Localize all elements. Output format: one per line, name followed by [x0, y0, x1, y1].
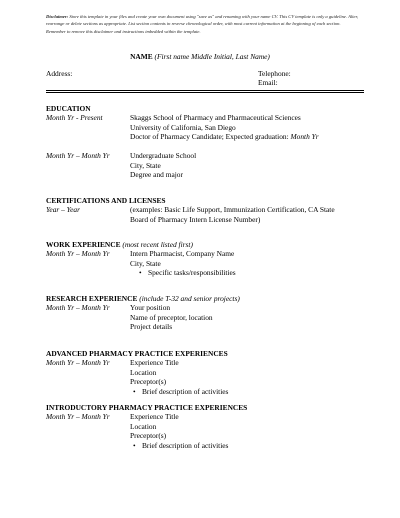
education-university: University of California, San Diego: [130, 122, 236, 132]
work-location: City, State: [130, 258, 161, 268]
appe-heading: ADVANCED PHARMACY PRACTICE EXPERIENCES: [46, 349, 228, 358]
education-date-2: Month Yr – Month Yr: [46, 151, 110, 160]
certifications-heading: CERTIFICATIONS AND LICENSES: [46, 196, 166, 205]
disclaimer-text: Store this template in your files and create your own document using "save as" and renaming with your name CV. This CV template is only a guideline. Alter, rearrange or delete sections as appropriate. List section contents in reverse chronological order, with most current information at the beginning of each section. Remember to remove this disclaimer and instructions imbedded within the template.: [46, 14, 359, 34]
header-divider-second: [46, 92, 364, 93]
work-heading-note: (most recent listed first): [122, 240, 193, 249]
ippe-bullet: • Brief description of activities: [130, 441, 228, 451]
research-preceptor: Name of preceptor, location: [130, 312, 213, 322]
certifications-date: Year – Year: [46, 205, 80, 214]
disclaimer: [46, 13, 358, 35]
email-label: Email:: [258, 78, 278, 87]
appe-preceptor: Preceptor(s): [130, 377, 167, 386]
education-degree-text: Doctor of Pharmacy Candidate; Expected graduation:: [130, 132, 291, 141]
undergrad-location: City, State: [130, 160, 161, 170]
ippe-title: Experience Title: [130, 412, 179, 421]
ippe-date: Month Yr – Month Yr: [46, 412, 110, 421]
appe-location: Location: [130, 367, 157, 377]
ippe-entry: [130, 412, 228, 450]
work-entry: [130, 249, 236, 278]
appe-title: Experience Title: [130, 358, 179, 367]
appe-bullet: • Brief description of activities: [130, 387, 228, 397]
address-label: Address:: [46, 69, 73, 78]
education-school: Skaggs School of Pharmacy and Pharmaceutical Sciences: [130, 113, 301, 122]
education-heading: EDUCATION: [46, 104, 91, 113]
appe-entry: [130, 358, 228, 396]
certifications-entry: [130, 205, 335, 224]
research-date: Month Yr – Month Yr: [46, 303, 110, 312]
ippe-location: Location: [130, 421, 157, 431]
disclaimer-label: Disclaimer:: [46, 14, 69, 19]
certifications-line-2: Board of Pharmacy Intern License Number): [130, 214, 261, 224]
undergrad-degree: Degree and major: [130, 170, 183, 179]
research-heading-note: (include T-32 and senior projects): [139, 294, 240, 303]
education-date-1: Month Yr - Present: [46, 113, 103, 122]
research-entry: [130, 303, 213, 332]
education-graduation-date: Month Yr: [290, 132, 319, 141]
certifications-line-1: (examples: Basic Life Support, Immunization Certification, CA State: [130, 205, 335, 214]
ippe-heading: INTRODUCTORY PHARMACY PRACTICE EXPERIENCES: [46, 403, 248, 412]
research-heading: [46, 294, 240, 303]
education-degree: [130, 132, 319, 142]
education-entry-2: [130, 151, 196, 180]
ippe-preceptor: Preceptor(s): [130, 431, 167, 440]
work-bullet: • Specific tasks/responsibilities: [136, 268, 236, 278]
work-position: Intern Pharmacist, Company Name: [130, 249, 235, 258]
undergrad-school: Undergraduate School: [130, 151, 197, 160]
research-project: Project details: [130, 322, 173, 331]
header-divider: [46, 90, 364, 91]
work-heading: [46, 240, 193, 249]
education-entry-1: [130, 113, 319, 142]
telephone-label: Telephone:: [258, 69, 291, 78]
research-position: Your position: [130, 303, 171, 312]
appe-date: Month Yr – Month Yr: [46, 358, 110, 367]
work-date: Month Yr – Month Yr: [46, 249, 110, 258]
research-heading-text: RESEARCH EXPERIENCE: [46, 294, 138, 303]
work-heading-text: WORK EXPERIENCE: [46, 240, 121, 249]
name-hint: (First name Middle Initial, Last Name): [154, 52, 270, 61]
name-line: [0, 52, 400, 61]
name-label: NAME: [130, 52, 153, 61]
